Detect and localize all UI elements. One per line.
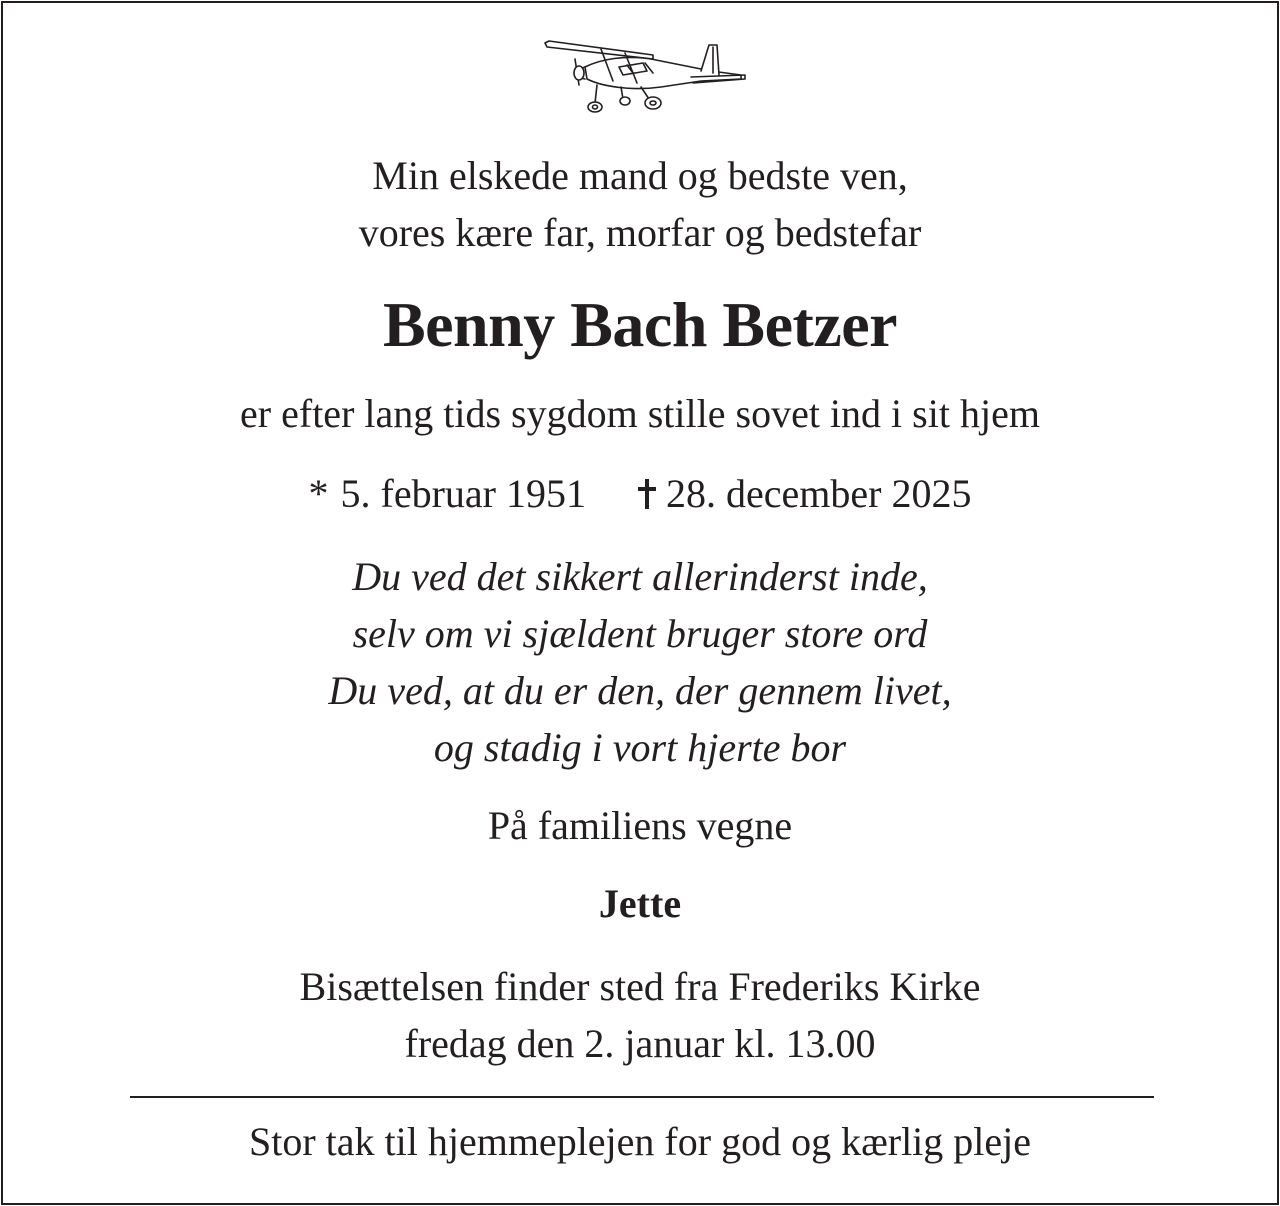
- divider: [130, 1096, 1154, 1098]
- passing-text: er efter lang tids sygdom stille sovet ind i sit hjem: [240, 391, 1040, 436]
- airplane-icon: [541, 39, 747, 117]
- birth-date: 5. februar 1951: [340, 471, 586, 516]
- obituary-notice: [1, 1, 1279, 1205]
- poem-line: Du ved det sikkert allerinderst inde,: [352, 554, 928, 599]
- intro-text: [3, 147, 1277, 261]
- birth-symbol: *: [308, 471, 329, 516]
- thanks-text: Stor tak til hjemmeplejen for god og kærlig pleje: [248, 1119, 1032, 1164]
- poem: [3, 548, 1277, 776]
- death-date: 28. december 2025: [666, 471, 972, 516]
- service-info: [3, 958, 1277, 1072]
- family-text: På familiens vegne: [487, 803, 793, 848]
- intro-line: vores kære far, morfar og bedstefar: [358, 210, 922, 255]
- poem-line: Du ved, at du er den, der gennem livet,: [328, 668, 952, 713]
- poem-line: selv om vi sjældent bruger store ord: [352, 611, 928, 656]
- intro-line: Min elskede mand og bedste ven,: [372, 153, 908, 198]
- poem-line: og stadig i vort hjerte bor: [433, 725, 847, 770]
- life-dates: [3, 469, 1277, 519]
- service-line: Bisættelsen finder sted fra Frederiks Kirke: [299, 964, 981, 1009]
- deceased-name: Benny Bach Betzer: [382, 289, 898, 360]
- service-line: fredag den 2. januar kl. 13.00: [404, 1021, 876, 1066]
- signer-name: Jette: [598, 881, 682, 926]
- cross-icon: [638, 479, 656, 509]
